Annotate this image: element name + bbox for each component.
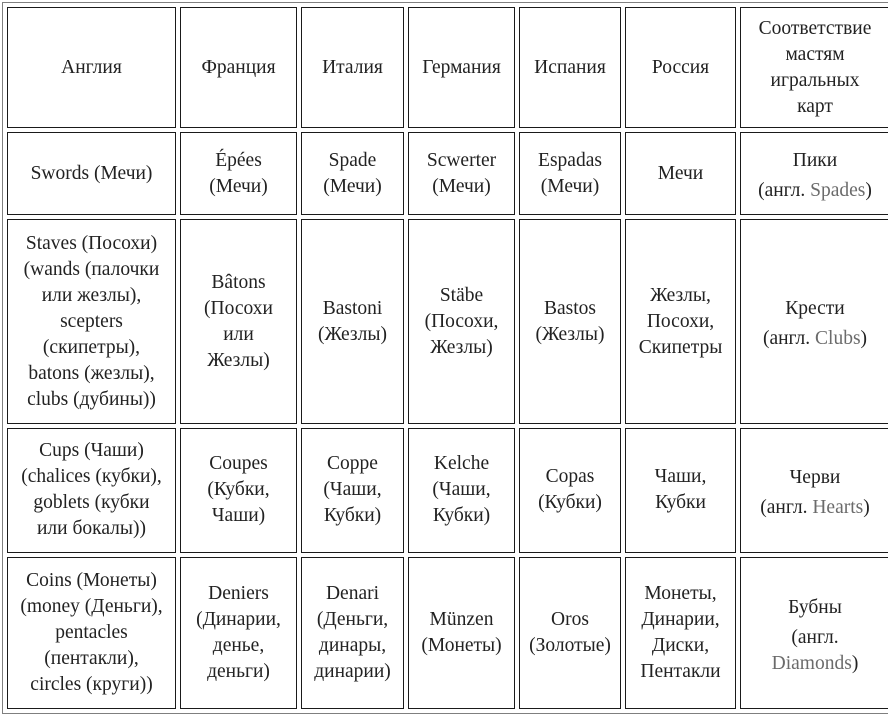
- cell-playing-card-suit: Бубны (англ. Diamonds): [740, 557, 888, 709]
- cell-germany: Stäbe (Посохи, Жезлы): [408, 219, 515, 423]
- cell-spain: Oros (Золотые): [519, 557, 621, 709]
- cell-france: Bâtons (Посохи или Жезлы): [180, 219, 297, 423]
- english-suit-name: Clubs: [815, 328, 861, 350]
- suit-name: Крести: [785, 298, 845, 320]
- cell-england: Cups (Чаши) (chalices (кубки), goblets (кубки или бокалы)): [7, 428, 176, 553]
- table-row-staves: [7, 219, 888, 423]
- header-france: Франция: [180, 7, 297, 128]
- cell-germany: Kelche (Чаши, Кубки): [408, 428, 515, 553]
- cell-italy: Denari (Деньги, динары, динарии): [301, 557, 404, 709]
- table-row-coins: [7, 557, 888, 709]
- cell-russia: Монеты, Динарии, Диски, Пентакли: [625, 557, 736, 709]
- table-row-cups: [7, 428, 888, 553]
- cell-russia: Жезлы, Посохи, Скипетры: [625, 219, 736, 423]
- cell-germany: Scwerter (Мечи): [408, 132, 515, 215]
- cell-playing-card-suit: Пики (англ. Spades): [740, 132, 888, 215]
- cell-russia: Чаши, Кубки: [625, 428, 736, 553]
- english-suit-name: Hearts: [812, 496, 864, 518]
- cell-england: Coins (Монеты) (money (Деньги), pentacles (пентакли), circles (круги)): [7, 557, 176, 709]
- suit-name: Бубны: [788, 596, 842, 618]
- cell-france: Épées (Мечи): [180, 132, 297, 215]
- cell-russia: Мечи: [625, 132, 736, 215]
- cell-playing-card-suit: Крести (англ. Clubs): [740, 219, 888, 423]
- header-italy: Италия: [301, 7, 404, 128]
- cell-france: Coupes (Кубки, Чаши): [180, 428, 297, 553]
- english-suit-name: Diamonds: [771, 652, 852, 674]
- cell-spain: Bastos (Жезлы): [519, 219, 621, 423]
- header-germany: Германия: [408, 7, 515, 128]
- header-playing-cards: Соответствие мастям игральных карт: [740, 7, 888, 128]
- cell-france: Deniers (Динарии, денье, деньги): [180, 557, 297, 709]
- cell-germany: Münzen (Монеты): [408, 557, 515, 709]
- cell-spain: Espadas (Мечи): [519, 132, 621, 215]
- cell-italy: Bastoni (Жезлы): [301, 219, 404, 423]
- suit-name: Пики: [792, 150, 838, 172]
- header-spain: Испания: [519, 7, 621, 128]
- cell-playing-card-suit: Черви (англ. Hearts): [740, 428, 888, 553]
- cell-spain: Copas (Кубки): [519, 428, 621, 553]
- tarot-suits-table: [2, 2, 888, 714]
- cell-italy: Coppe (Чаши, Кубки): [301, 428, 404, 553]
- english-suit-name: Spades: [810, 180, 866, 202]
- cell-italy: Spade (Мечи): [301, 132, 404, 215]
- header-row: [7, 7, 888, 128]
- table-row-swords: [7, 132, 888, 215]
- suit-name: Черви: [789, 466, 841, 488]
- cell-england: Staves (Посохи) (wands (палочки или жезлы), scepters (скипетры), batons (жезлы), clubs (дубины)): [7, 219, 176, 423]
- header-russia: Россия: [625, 7, 736, 128]
- cell-england: Swords (Мечи): [7, 132, 176, 215]
- header-england: Англия: [7, 7, 176, 128]
